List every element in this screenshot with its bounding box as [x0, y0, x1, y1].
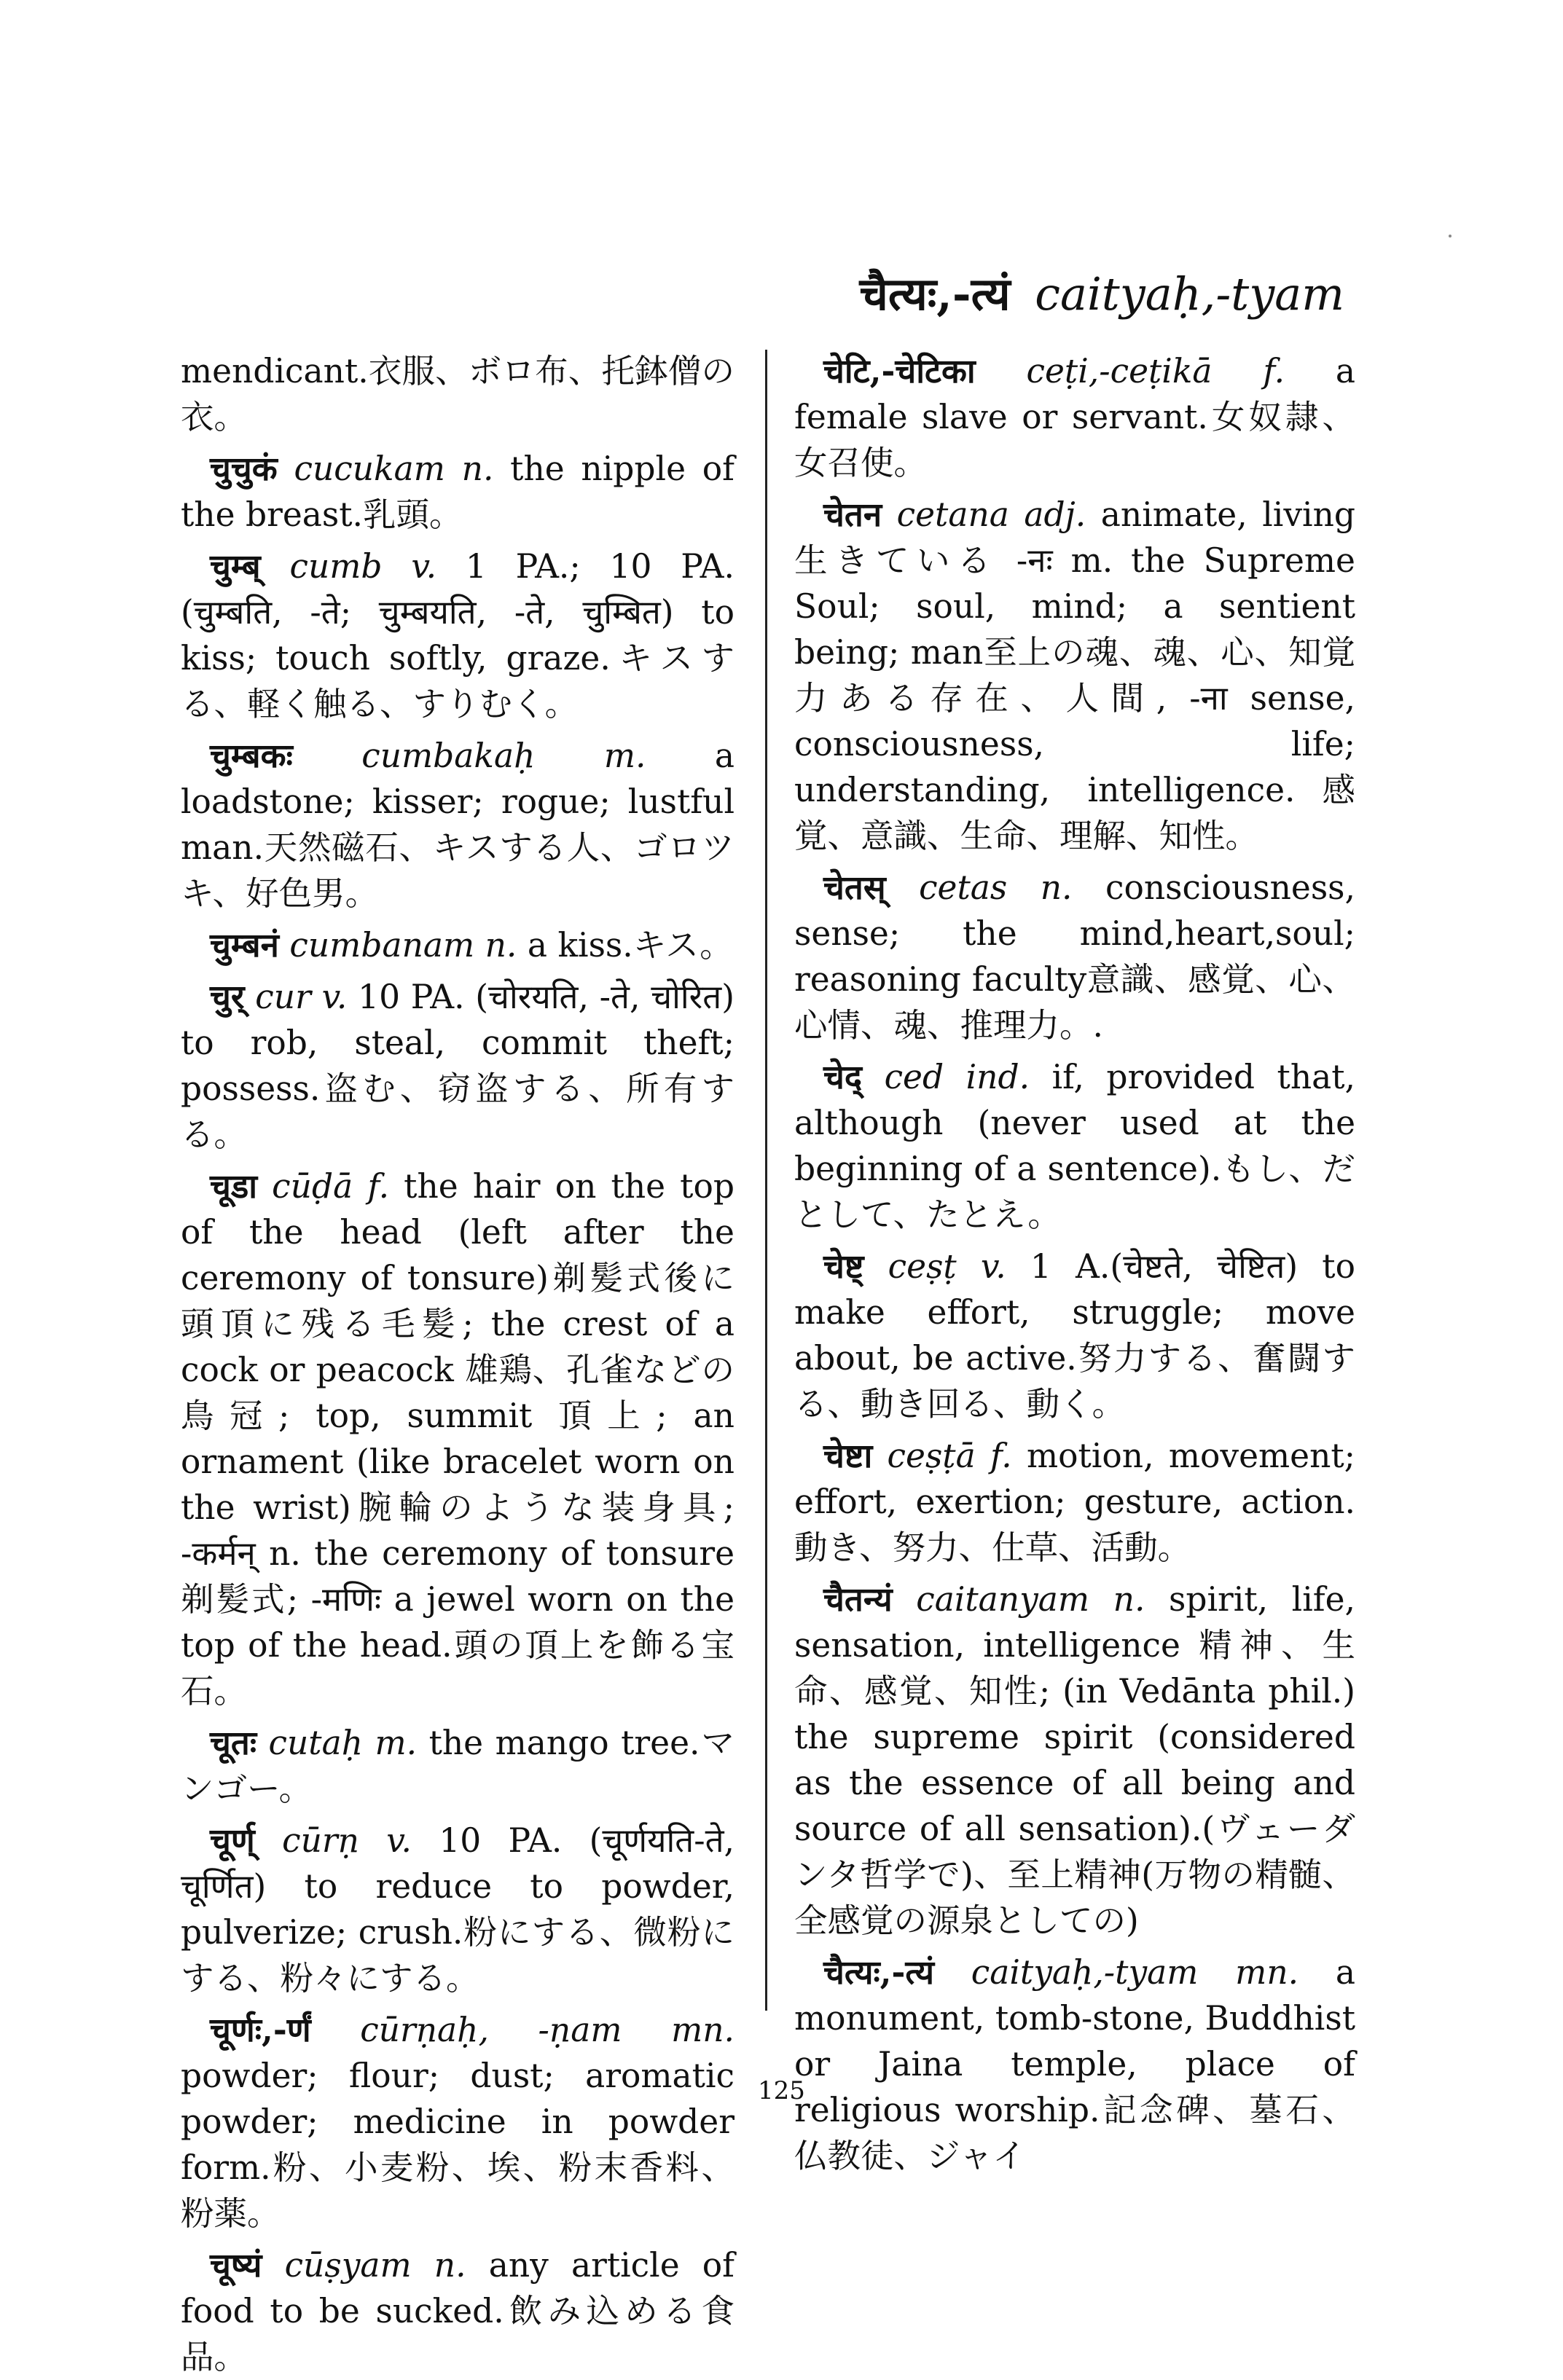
- entry-headword-devanagari: चूडा: [210, 1166, 258, 1206]
- entry-definition: a female slave or servant.女奴隷、女召使。: [794, 352, 1355, 482]
- running-header: [859, 262, 1344, 323]
- page-number: 125: [758, 2076, 805, 2105]
- entry-definition: animate, living生きている -नः m. the Supreme Soul; soul, mind; a sentient being; man至上の魂、魂、心、知覚力ある存在、人間, -ना sense, consciousness, life; understanding, intelligence.感覚、意識、生命、理解、知性。: [794, 495, 1356, 855]
- entry-transliteration: ceṣṭ v.: [888, 1247, 1006, 1286]
- column-divider: [765, 350, 767, 2011]
- entry-headword-devanagari: चुम्ब्: [210, 546, 261, 586]
- entry-transliteration: caitanyam n.: [916, 1580, 1145, 1619]
- dictionary-entry: [794, 1433, 1355, 1571]
- entry-transliteration: cucukam n.: [294, 449, 494, 488]
- dictionary-entry: [794, 492, 1355, 859]
- right-column: [794, 348, 1356, 2175]
- dictionary-entry: [794, 1054, 1355, 1238]
- entry-headword-devanagari: चुम्बनं: [210, 925, 279, 965]
- dictionary-entry: [794, 1576, 1355, 1944]
- entry-definition: a kiss.キス。: [527, 926, 733, 965]
- entry-transliteration: ced ind.: [884, 1058, 1030, 1096]
- dictionary-entry: [181, 348, 735, 440]
- entry-transliteration: cumbanam n.: [289, 926, 517, 965]
- entry-definition: spirit, life, sensation, intelligence 精神、生命、感覚、知性; (in Vedānta phil.) the supreme spirit (considered as the essence of all being and source of all sensation).(ヴェーダンタ哲学で)、至上精神(万物の精髄、全感覚の源泉としての): [794, 1580, 1355, 1940]
- entry-definition: motion, movement; effort, exertion; gesture, action.動き、努力、仕草、活動。: [794, 1437, 1355, 1567]
- entry-transliteration: cūrṇ v.: [282, 1821, 412, 1860]
- entry-transliteration: cūrṇaḥ, -ṇam mn.: [360, 2011, 735, 2049]
- dictionary-entry: [181, 446, 735, 538]
- dictionary-entry: [181, 1818, 735, 2001]
- entry-headword-devanagari: चूर्णः,-र्णं: [210, 2010, 311, 2049]
- dictionary-entry: [181, 1163, 735, 1714]
- dictionary-entry: [181, 543, 735, 727]
- dictionary-entry: [794, 1244, 1355, 1427]
- header-headword-devanagari: चैत्यः,-त्यं: [859, 267, 1011, 321]
- entry-definition: 10 PA. (चूर्णयति-ते, चूर्णित) to reduce to powder, pulverize; crush.粉にする、微粉にする、粉々にする。: [181, 1821, 735, 1998]
- entry-headword-devanagari: चूर्ण्: [210, 1821, 255, 1860]
- dictionary-entry: [181, 2242, 735, 2380]
- entry-headword-devanagari: चेष्टा: [823, 1436, 873, 1475]
- dictionary-entry: [181, 1720, 735, 1812]
- entry-transliteration: cūṣyam n.: [284, 2246, 466, 2285]
- entry-definition: a loadstone; kisser; rogue; lustful man.天然磁石、キスする人、ゴロツキ、好色男。: [181, 737, 735, 913]
- entry-definition: any article of food to be sucked.飲み込める食品。: [181, 2246, 735, 2376]
- entry-headword-devanagari: चुचुकं: [210, 449, 278, 488]
- entry-transliteration: ceṣṭā f.: [887, 1437, 1012, 1475]
- entry-headword-devanagari: चुर्: [210, 977, 245, 1016]
- entry-definition: if, provided that, although (never used at the beginning of a sentence).もし、だとして、たとえ。: [794, 1058, 1356, 1234]
- entry-headword-devanagari: चुम्बकः: [210, 736, 293, 775]
- scan-speck: [1449, 235, 1452, 237]
- entry-headword-devanagari: चूष्यं: [210, 2245, 262, 2285]
- entry-transliteration: cur v.: [255, 978, 348, 1016]
- entry-transliteration: ceṭi,-ceṭikā f.: [1026, 352, 1285, 390]
- entry-transliteration: cumb v.: [289, 547, 437, 586]
- dictionary-entry: [181, 733, 735, 916]
- left-column: [181, 348, 735, 2376]
- dictionary-entry: [794, 348, 1355, 486]
- dictionary-entry: [794, 1949, 1355, 2179]
- entry-definition: the mango tree.マンゴー。: [181, 1724, 735, 1808]
- entry-definition: mendicant.衣服、ボロ布、托鉢僧の衣。: [181, 352, 735, 436]
- entry-definition: a monument, tomb-stone, Buddhist or Jaina temple, place of religious worship.記念碑、墓石、仏教徒、ジャイ: [794, 1953, 1356, 2175]
- entry-headword-devanagari: चेद्: [823, 1057, 863, 1096]
- entry-definition: 10 PA. (चोरयति, -ते, चोरित) to rob, steal, commit theft; possess.盗む、窃盗する、所有する。: [181, 978, 735, 1154]
- entry-definition: the nipple of the breast.乳頭。: [181, 449, 735, 534]
- entry-headword-devanagari: चैतन्यं: [823, 1579, 893, 1619]
- dictionary-entry: [181, 922, 735, 968]
- entry-transliteration: cumbakaḥ m.: [361, 737, 646, 775]
- entry-definition: 1 PA.; 10 PA. (चुम्बति, -ते; चुम्बयति, -ते, चुम्बित) to kiss; touch softly, graze.キスする、軽く触る、すりむく。: [181, 547, 735, 723]
- entry-transliteration: cetana adj.: [896, 495, 1086, 534]
- entry-headword-devanagari: चेतस्: [823, 868, 886, 907]
- entry-definition: consciousness, sense; the mind,heart,soul; reasoning faculty意識、感覚、心、心情、魂、推理力。.: [794, 868, 1355, 1045]
- dictionary-entry: [181, 974, 735, 1158]
- entry-headword-devanagari: चेटि,-चेटिका: [823, 351, 976, 390]
- entry-definition: 1 A.(चेष्टते, चेष्टित) to make effort, struggle; move about, be active.努力する、奮闘する、動き回る、動く。: [794, 1247, 1355, 1423]
- dictionary-entry: [794, 865, 1355, 1048]
- entry-transliteration: cūḍā f.: [272, 1167, 390, 1206]
- entry-headword-devanagari: चेष्ट्: [823, 1246, 864, 1286]
- entry-transliteration: caityaḥ,-tyam mn.: [971, 1953, 1299, 1992]
- entry-transliteration: cutaḥ m.: [268, 1724, 418, 1762]
- header-headword-roman: caityaḥ,-tyam: [1035, 267, 1344, 321]
- entry-headword-devanagari: चेतन: [823, 495, 882, 534]
- dictionary-entry: [181, 2007, 735, 2236]
- entry-definition: powder; flour; dust; aromatic powder; medicine in powder form.粉、小麦粉、埃、粉末香料、粉薬。: [181, 2057, 735, 2233]
- entry-headword-devanagari: चूतः: [210, 1723, 257, 1762]
- entry-definition: the hair on the top of the head (left after the ceremony of tonsure)剃髪式後に頭頂に残る毛髪; the crest of a cock or peacock 雄鶏、孔雀などの鳥冠; top, summit 頂上; an ornament (like bracelet worn on the wrist)腕輪のような装身具; -कर्मन् n. the ceremony of tonsure 剃髪式; -मणिः a jewel worn on the top of the head.頭の頂上を飾る宝石。: [181, 1167, 735, 1711]
- entry-transliteration: cetas n.: [919, 868, 1073, 907]
- entry-headword-devanagari: चैत्यः,-त्यं: [823, 1952, 934, 1992]
